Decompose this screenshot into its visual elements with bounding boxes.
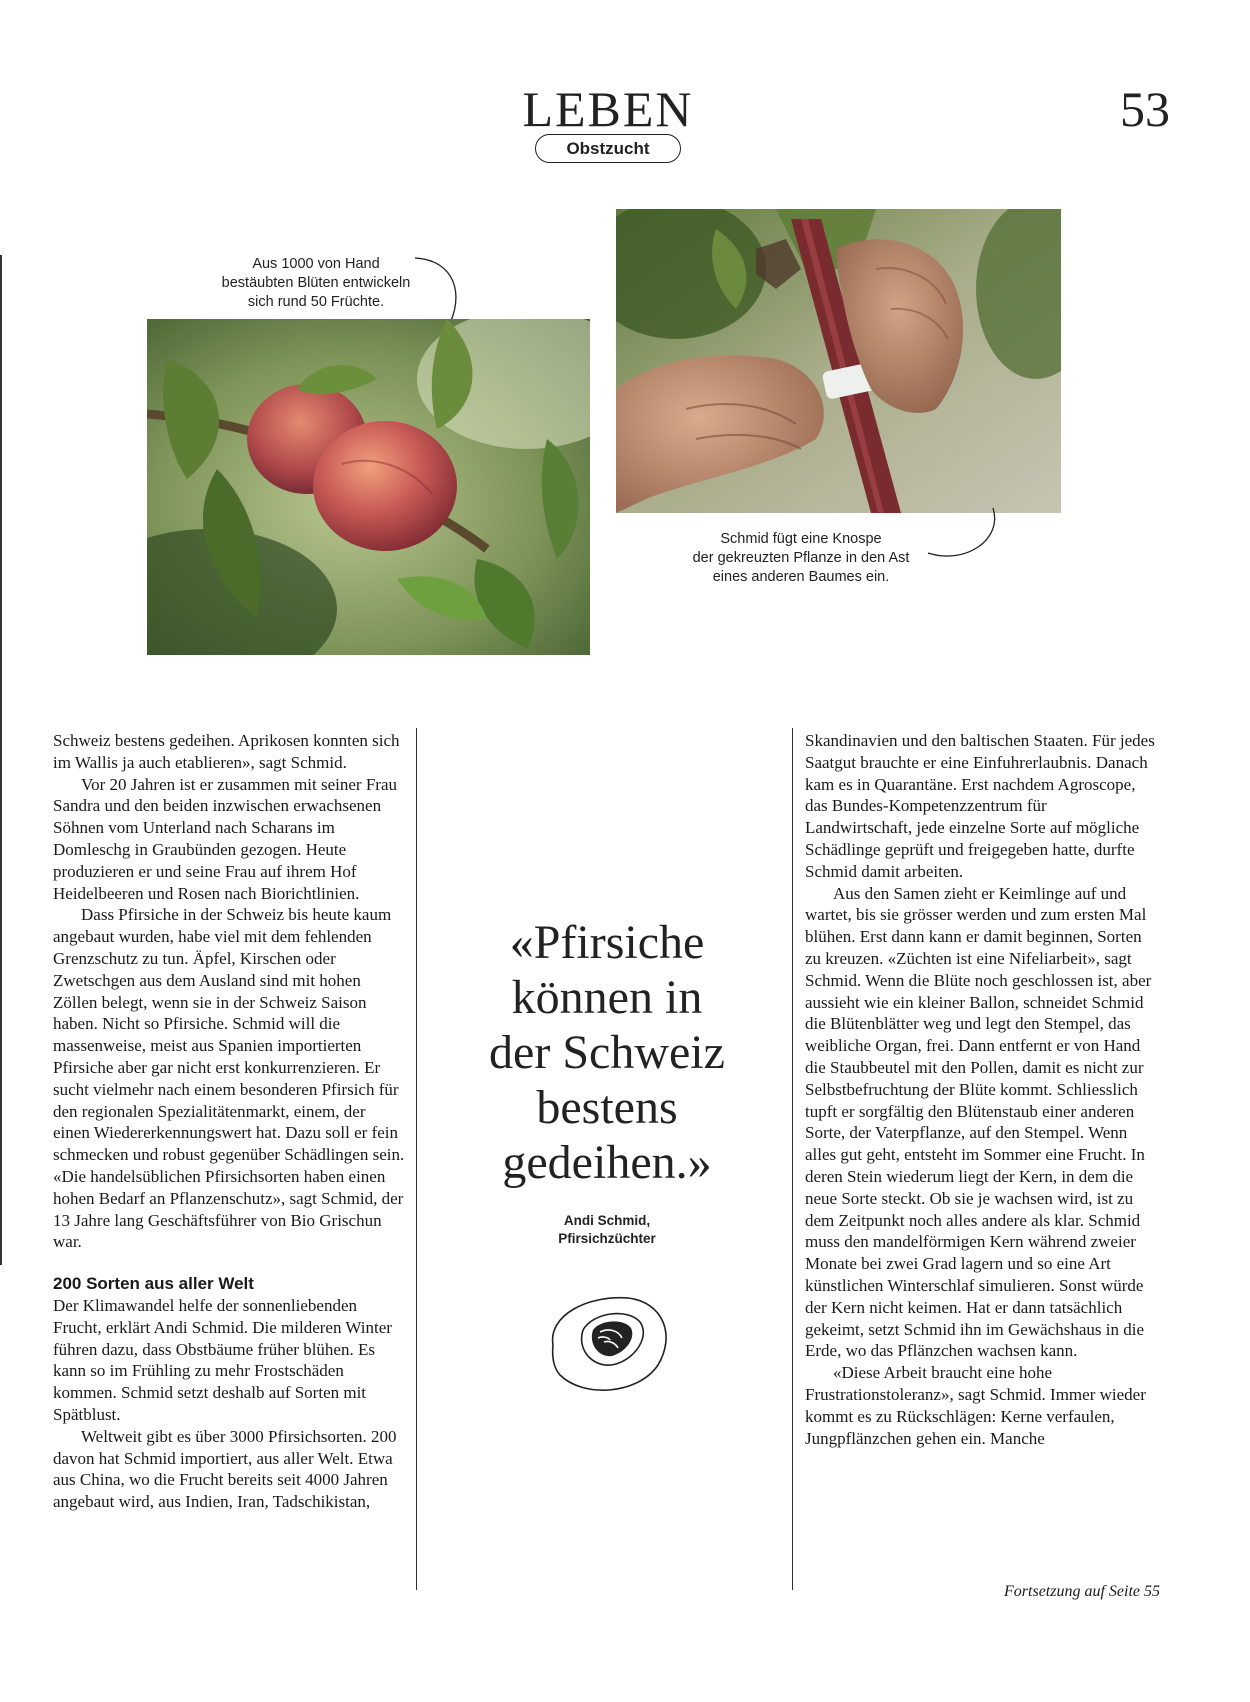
caption-line: Aus 1000 von Hand [252,256,380,272]
continuation-note: Fortsetzung auf Seite 55 [1004,1583,1160,1600]
paragraph: Skandinavien und den baltischen Staaten. Für jedes Saatgut brauchte er eine Einfuhrerlaubnis. Danach kam es in Quarantäne. Erst nachdem Agroscope, das Bundes-Kompetenzzentrum für Landwirtschaft, jede einzelne Sorte auf mögliche Schädlinge geprüft und freigegeben hatte, durfte Schmid damit arbeiten. [805,731,1155,881]
article-left-column [53,730,405,1513]
caption-pointer-arrow [925,505,1005,565]
paragraph: Dass Pfirsiche in der Schweiz bis heute kaum angebaut wurden, habe viel mit dem fehlenden Grenzschutz zu tun. Äpfel, Kirschen oder Zwetschgen aus dem Ausland sind mit hohen Zöllen belegt, wenn sie in der Schweiz Saison haben. Nicht so Pfirsiche. Schmid will die massenweise, meist aus Spanien importierten Pfirsiche aber gar nicht erst konkurrenzieren. Er sucht vielmehr nach einem besonderen Pfirsich für den regionalen Spezialitätenmarkt, einem, der einen Wiedererkennungswert hat. Dazu soll er fein schmecken und robust gegenüber Schädlingen sein. «Die handelsüblichen Pfirsichsorten haben einen hohen Bedarf an Pflanzenschutz», sagt Schmid, der 13 Jahre lang Geschäftsführer von Bio Grischun war. [53,905,405,1252]
caption-line: der gekreuzten Pflanze in den Ast [692,550,910,566]
quote-attribution [500,1212,714,1248]
rubric-badge: Obstzucht [535,134,681,163]
page-number: 53 [1120,81,1170,137]
caption-line: sich rund 50 Früchte. [247,294,385,310]
paragraph: Schweiz bestens gedeihen. Aprikosen konnten sich im Wallis ja auch etablieren», sagt Schmid. [53,731,400,772]
page-edge-mark [0,255,2,1265]
grafting-caption [671,530,931,587]
paragraph: Vor 20 Jahren ist er zusammen mit seiner Frau Sandra und den beiden inzwischen erwachsenen Söhnen vom Unterland nach Scharans im Domleschg in Graubünden gezogen. Heute produzieren er und seine Frau auf ihrem Hof Heidelbeeren und Rosen nach Biorichtlinien. [53,774,398,903]
peach-caption [196,255,436,312]
caption-line: Schmid fügt eine Knospe [720,531,882,547]
column-divider [792,728,793,1590]
quote-role: Pfirsichzüchter [558,1231,656,1246]
caption-line: bestäubten Blüten entwickeln [221,275,411,291]
peach-half-icon [538,1290,678,1400]
peach-photo [147,319,590,655]
paragraph: «Diese Arbeit braucht eine hohe Frustrationstoleranz», sagt Schmid. Immer wieder kommt es zu Rückschlägen: Kerne verfaulen, Jungpflänzchen gehen ein. Manche [805,1363,1146,1448]
subheading: 200 Sorten aus aller Welt [53,1274,254,1294]
section-title: LEBEN [522,81,694,137]
column-divider [416,728,417,1590]
grafting-photo [616,209,1061,513]
article-right-column [805,730,1157,1449]
pull-quote: «Pfirsiche können in der Schweiz bestens gedeihen.» [489,916,725,1189]
paragraph: Aus den Samen zieht er Keimlinge auf und wartet, bis sie grösser werden und zum ersten Mal blühen. Erst dann kann er damit beginnen, Sorten zu kreuzen. «Züchten ist eine Nifeliarbeit», sagt Schmid. Wenn die Blüte noch geschlossen ist, aber aussieht wie ein kleiner Ballon, schneidet Schmid die Blütenblätter weg und legt den Stempel, das weibliche Organ, frei. Dann entfernt er von Hand die Staubbeutel mit den Pollen, damit es nicht zur Selbstbefruchtung der Blüte kommt. Schliesslich tupft er sorgfältig den Blütenstaub einer anderen Sorte, der Vaterpflanze, auf den Stempel. Wenn alles gut geht, entsteht im Sommer eine Frucht. In deren Stein wiederum liegt der Kern, in dem die neue Sorte steckt. Ob sie je wachsen wird, ist zu dem Zeitpunkt noch alles andere als klar. Schmid muss den mandelförmigen Kern während zweier Monate bei zwei Grad lagern und so eine Art künstlichen Winterschlaf simulieren. Sonst würde der Kern nicht keimen. Hat er dann tatsächlich gekeimt, setzt Schmid ihn im Gewächshaus in die Erde, wo das Pflänzchen wachsen kann. [805,883,1152,1361]
paragraph: Weltweit gibt es über 3000 Pfirsichsorten. 200 davon hat Schmid importiert, aus aller Welt. Etwa aus China, wo die Frucht bereits seit 4000 Jahren angebaut wird, aus Indien, Iran, Tadschikistan, [53,1426,397,1512]
paragraph: Der Klimawandel helfe der sonnenliebenden Frucht, erklärt Andi Schmid. Die milderen Winter führen dazu, dass Obstbäume früher blühen. Es kann so im Frühling zu mehr Frostschäden kommen. Schmid setzt deshalb auf Sorten mit Spätblust. [53,1295,392,1424]
quote-author: Andi Schmid, [563,1213,651,1228]
caption-line: eines anderen Baumes ein. [712,569,890,585]
